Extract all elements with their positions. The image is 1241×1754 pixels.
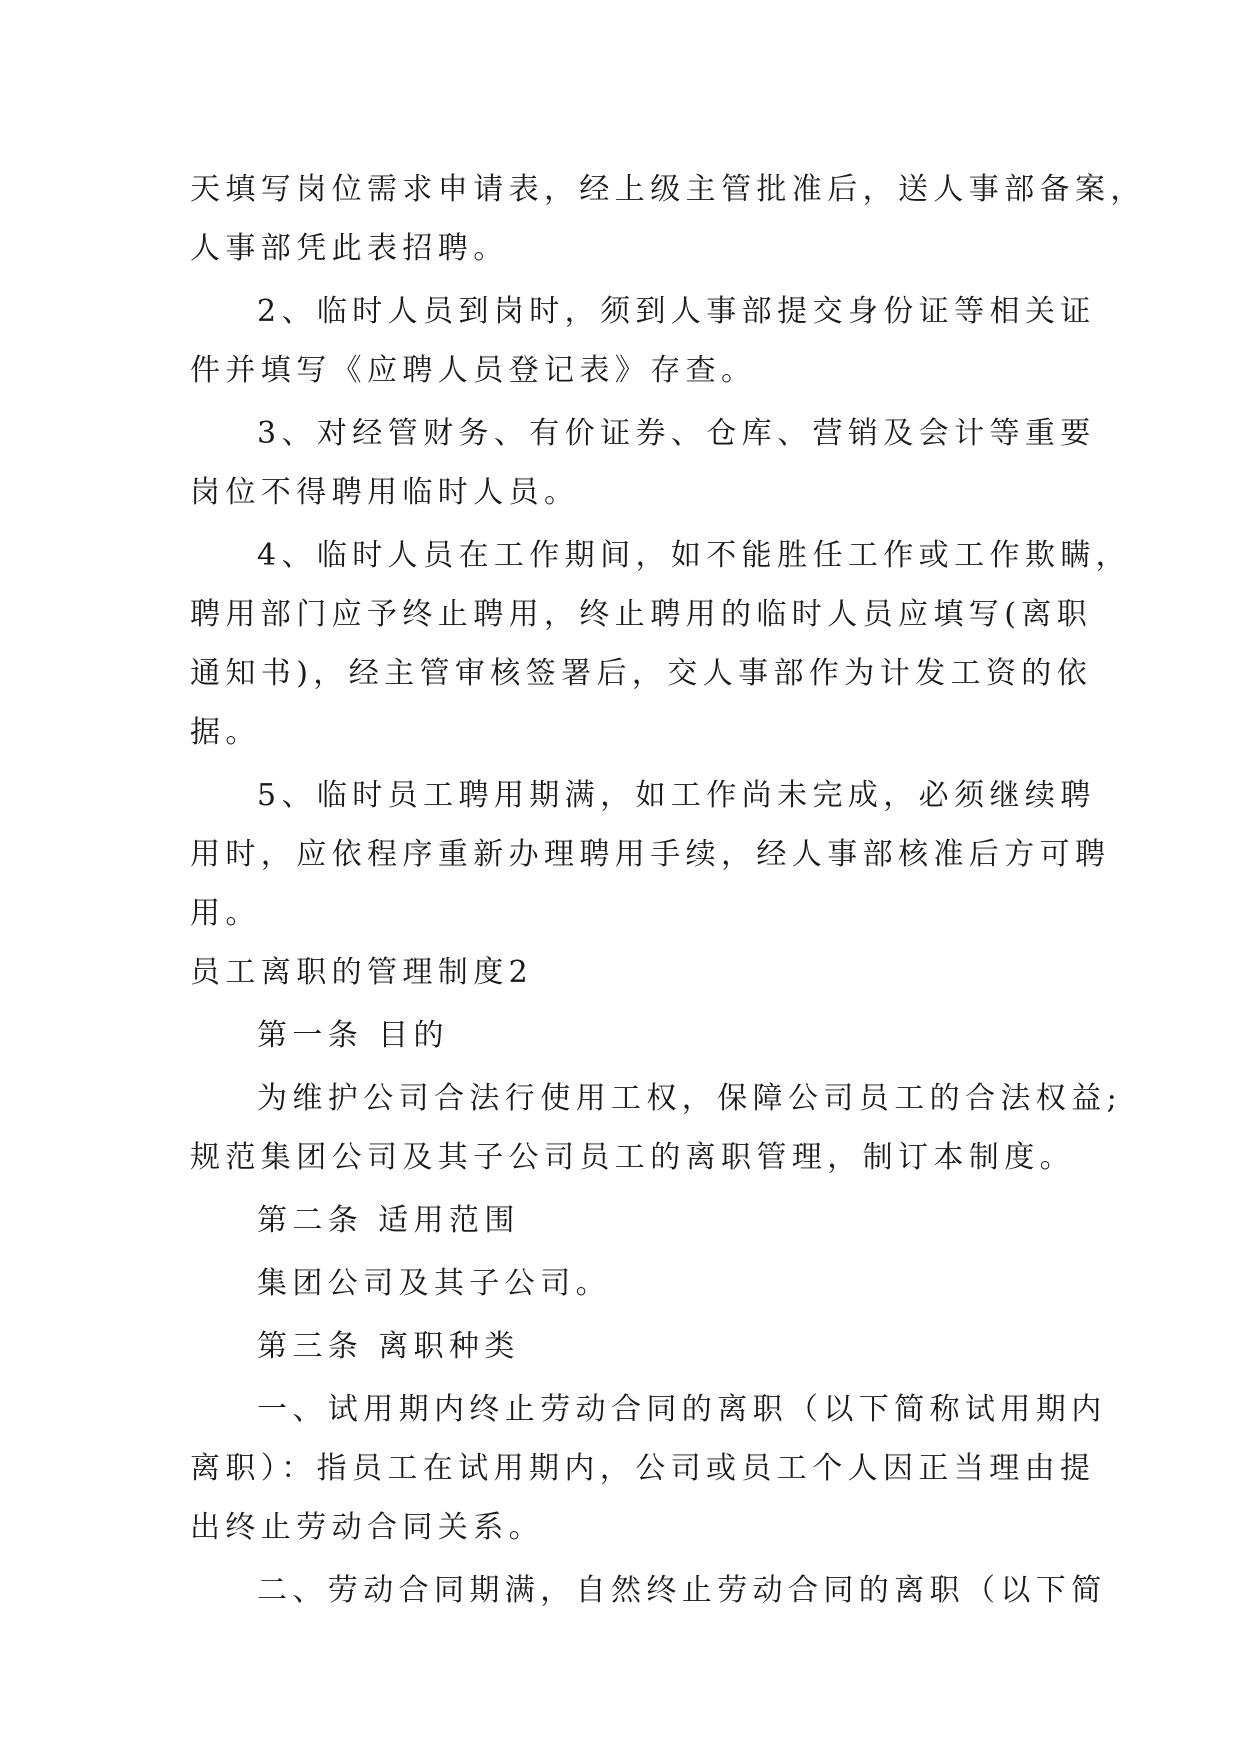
article-3-heading	[190, 1317, 1056, 1376]
text-line: 用时，应依程序重新办理聘用手续，经人事部核准后方可聘	[190, 837, 1111, 872]
text-line: 第一条 目的	[257, 1018, 449, 1053]
article-3-item-1	[190, 1380, 1107, 1557]
paragraph-item-3	[190, 404, 1096, 522]
text-line: 为维护公司合法行使用工权，保障公司员工的合法权益;	[257, 1081, 1123, 1116]
article-2-heading	[190, 1191, 1056, 1250]
text-line: 第三条 离职种类	[257, 1329, 520, 1364]
text-line: 天填写岗位需求申请表，经上级主管批准后，送人事部备案，	[190, 172, 1146, 207]
text-line: 人事部凭此表招聘。	[190, 231, 509, 266]
text-line: 离职）：指员工在试用期内，公司或员工个人因正当理由提	[190, 1451, 1096, 1486]
text-line: 4、临时人员在工作期间，如不能胜任工作或工作欺瞒，	[257, 538, 1132, 573]
text-line: 5、临时员工聘用期满，如工作尚未完成，必须继续聘	[257, 778, 1096, 813]
text-line: 聘用部门应予终止聘用，终止聘用的临时人员应填写(离职	[190, 597, 1093, 632]
text-line: 集团公司及其子公司。	[257, 1266, 611, 1301]
text-line: 二、劳动合同期满，自然终止劳动合同的离职（以下简	[257, 1573, 1107, 1608]
text-line: 规范集团公司及其子公司员工的离职管理，制订本制度。	[190, 1140, 1075, 1175]
article-3-item-2	[190, 1561, 1107, 1620]
article-1-body	[190, 1069, 1123, 1187]
paragraph-recruitment-request	[190, 160, 1146, 278]
text-line: 据。	[190, 715, 261, 750]
section-heading	[190, 943, 1056, 1002]
paragraph-item-5	[190, 766, 1111, 943]
text-line: 3、对经管财务、有价证券、仓库、营销及会计等重要	[257, 416, 1096, 451]
text-line: 2、临时人员到岗时，须到人事部提交身份证等相关证	[257, 294, 1096, 329]
document-page	[190, 160, 1146, 1620]
text-line: 通知书)，经主管审核签署后，交人事部作为计发工资的依	[190, 656, 1093, 691]
text-line: 出终止劳动合同关系。	[190, 1510, 544, 1545]
paragraph-item-4	[190, 526, 1132, 762]
article-2-body	[190, 1254, 1056, 1313]
text-line: 用。	[190, 896, 261, 931]
section-title: 员工离职的管理制度2	[190, 955, 534, 990]
text-line: 第二条 适用范围	[257, 1203, 520, 1238]
text-line: 岗位不得聘用临时人员。	[190, 475, 580, 510]
article-1-heading	[190, 1006, 1056, 1065]
text-line: 件并填写《应聘人员登记表》存查。	[190, 353, 757, 388]
paragraph-item-2	[190, 282, 1096, 400]
text-line: 一、试用期内终止劳动合同的离职（以下简称试用期内	[257, 1392, 1107, 1427]
